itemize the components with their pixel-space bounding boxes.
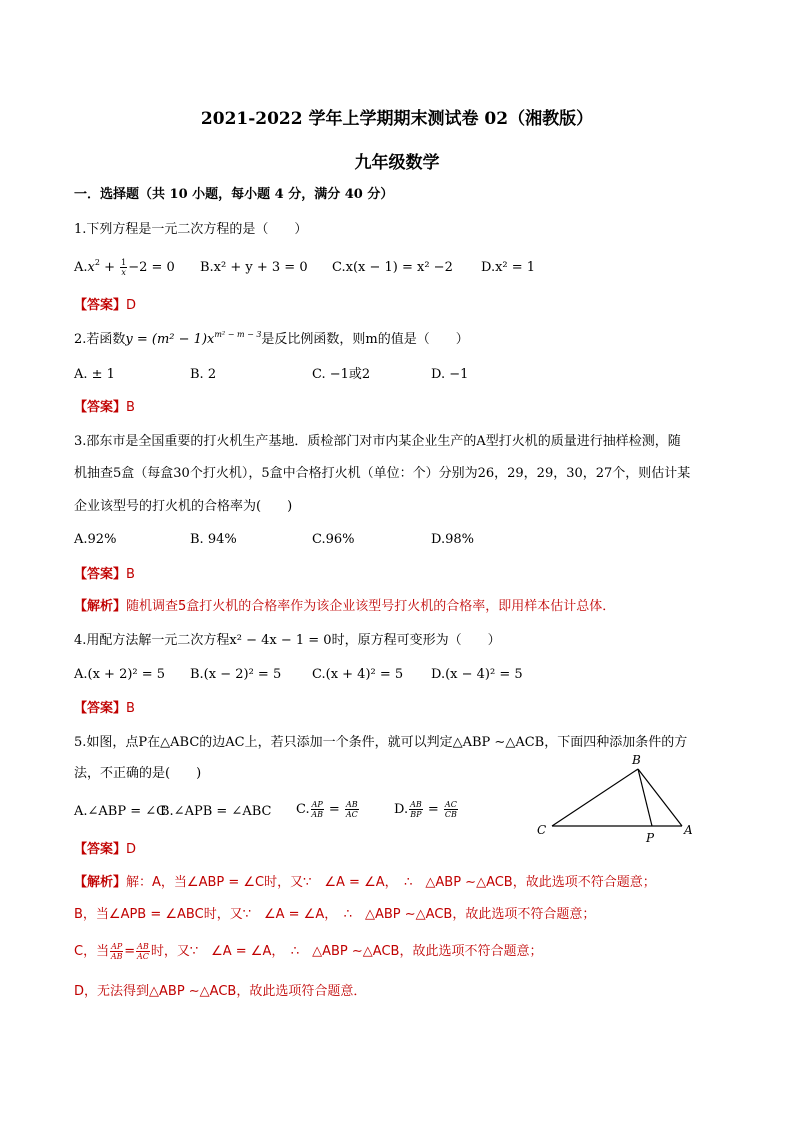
q1-option-b: B.x² + y + 3 = 0 bbox=[200, 260, 308, 275]
q5-analysis-4: D，无法得到△ABP ∼△ACB，故此选项符合题意． bbox=[74, 984, 367, 999]
q1-stem: 1.下列方程是一元二次方程的是（ ） bbox=[74, 222, 308, 237]
q5-option-c: C. $\frac{AP}{AB}$ = $\frac{AB}{AC}$ bbox=[296, 800, 358, 819]
q5-line1: 5.如图，点P在△ABC的边AC上，若只添加一个条件，就可以判定△ABP ∼△ACB，下面四种添加条件的方 bbox=[74, 735, 688, 750]
q1-option-d: D.x² = 1 bbox=[481, 260, 536, 275]
q3-line2: 机抽查5盒（每盒30个打火机），5盒中合格打火机（单位：个）分别为26，29，29，30，27个，则估计某 bbox=[74, 466, 691, 481]
q2-option-c: C. −1或2 bbox=[312, 367, 371, 382]
vertex-a-label: A bbox=[684, 823, 693, 837]
q5-option-b: B.∠APB = ∠ABC bbox=[160, 804, 272, 819]
q3-answer: 【答案】B bbox=[74, 567, 135, 582]
q1-answer: 【答案】D bbox=[74, 298, 137, 313]
section-heading: 一．选择题（共 10 小题，每小题 4 分，满分 40 分） bbox=[74, 187, 394, 202]
vertex-c-label: C bbox=[537, 823, 547, 837]
q3-option-c: C.96% bbox=[312, 532, 355, 547]
q5-analysis-2: B，当∠APB = ∠ABC时，又∵ ∠A = ∠A， ∴ △ABP ∼△ACB，故此选项不符合题意； bbox=[74, 907, 596, 922]
q5-line2: 法，不正确的是( ) bbox=[74, 766, 202, 781]
page-subtitle: 九年级数学 bbox=[354, 153, 440, 173]
q3-line1: 3.邵东市是全国重要的打火机生产基地．质检部门对市内某企业生产的A型打火机的质量进行抽样检测，随 bbox=[74, 434, 681, 449]
q4-option-d: D.(x − 4)² = 5 bbox=[431, 667, 523, 682]
vertex-p-label: P bbox=[646, 831, 655, 845]
q5-answer: 【答案】D bbox=[74, 842, 137, 857]
q4-answer: 【答案】B bbox=[74, 701, 135, 716]
q2-stem: 2.若函数$y = (m^2 - 1)x^{m^2 - m - 3}$是反比例函数，则m的值是（ ） bbox=[74, 330, 469, 347]
q4-option-b: B.(x − 2)² = 5 bbox=[190, 667, 282, 682]
q3-option-d: D.98% bbox=[431, 532, 474, 547]
q1-option-c: C.x(x − 1) = x² −2 bbox=[332, 260, 453, 275]
q3-line3: 企业该型号的打火机的合格率为( ) bbox=[74, 499, 293, 514]
triangle-figure bbox=[530, 752, 700, 847]
q1-option-a: $A.x^2$ + $\frac{1}{x}$ −2 = 0 bbox=[74, 258, 175, 277]
q5-analysis-1: 【解析】解：A，当∠ABP = ∠C时，又∵ ∠A = ∠A， ∴ △ABP ∼△ACB，故此选项不符合题意； bbox=[74, 875, 656, 890]
q2-option-b: B. 2 bbox=[190, 367, 217, 382]
q5-option-a: A.∠ABP = ∠C bbox=[74, 804, 167, 819]
q3-option-a: A.92% bbox=[74, 532, 117, 547]
q2-option-d: D. −1 bbox=[431, 367, 469, 382]
q5-analysis-3: C，当 $\frac{AP}{AB}$ = $\frac{AB}{AC}$ 时，又∵ ∠A = ∠A， ∴ △ABP ∼△ACB，故此选项不符合题意； bbox=[74, 942, 543, 961]
q4-stem: 4.用配方法解一元二次方程x² − 4x − 1 = 0时，原方程可变形为（ ） bbox=[74, 633, 501, 648]
q4-option-c: C.(x + 4)² = 5 bbox=[312, 667, 404, 682]
q5-option-d: D. $\frac{AB}{BP}$ = $\frac{AC}{CB}$ bbox=[394, 800, 457, 819]
q4-option-a: A.(x + 2)² = 5 bbox=[74, 667, 166, 682]
page-title: 2021-2022 学年上学期期末测试卷 02（湘教版） bbox=[200, 109, 594, 129]
vertex-b-label: B bbox=[632, 753, 641, 767]
q2-answer: 【答案】B bbox=[74, 400, 135, 415]
q3-analysis: 【解析】随机调查5盒打火机的合格率作为该企业该型号打火机的合格率，即用样本估计总体． bbox=[74, 599, 616, 614]
q3-option-b: B. 94% bbox=[190, 532, 237, 547]
q2-option-a: A. ± 1 bbox=[74, 367, 115, 382]
